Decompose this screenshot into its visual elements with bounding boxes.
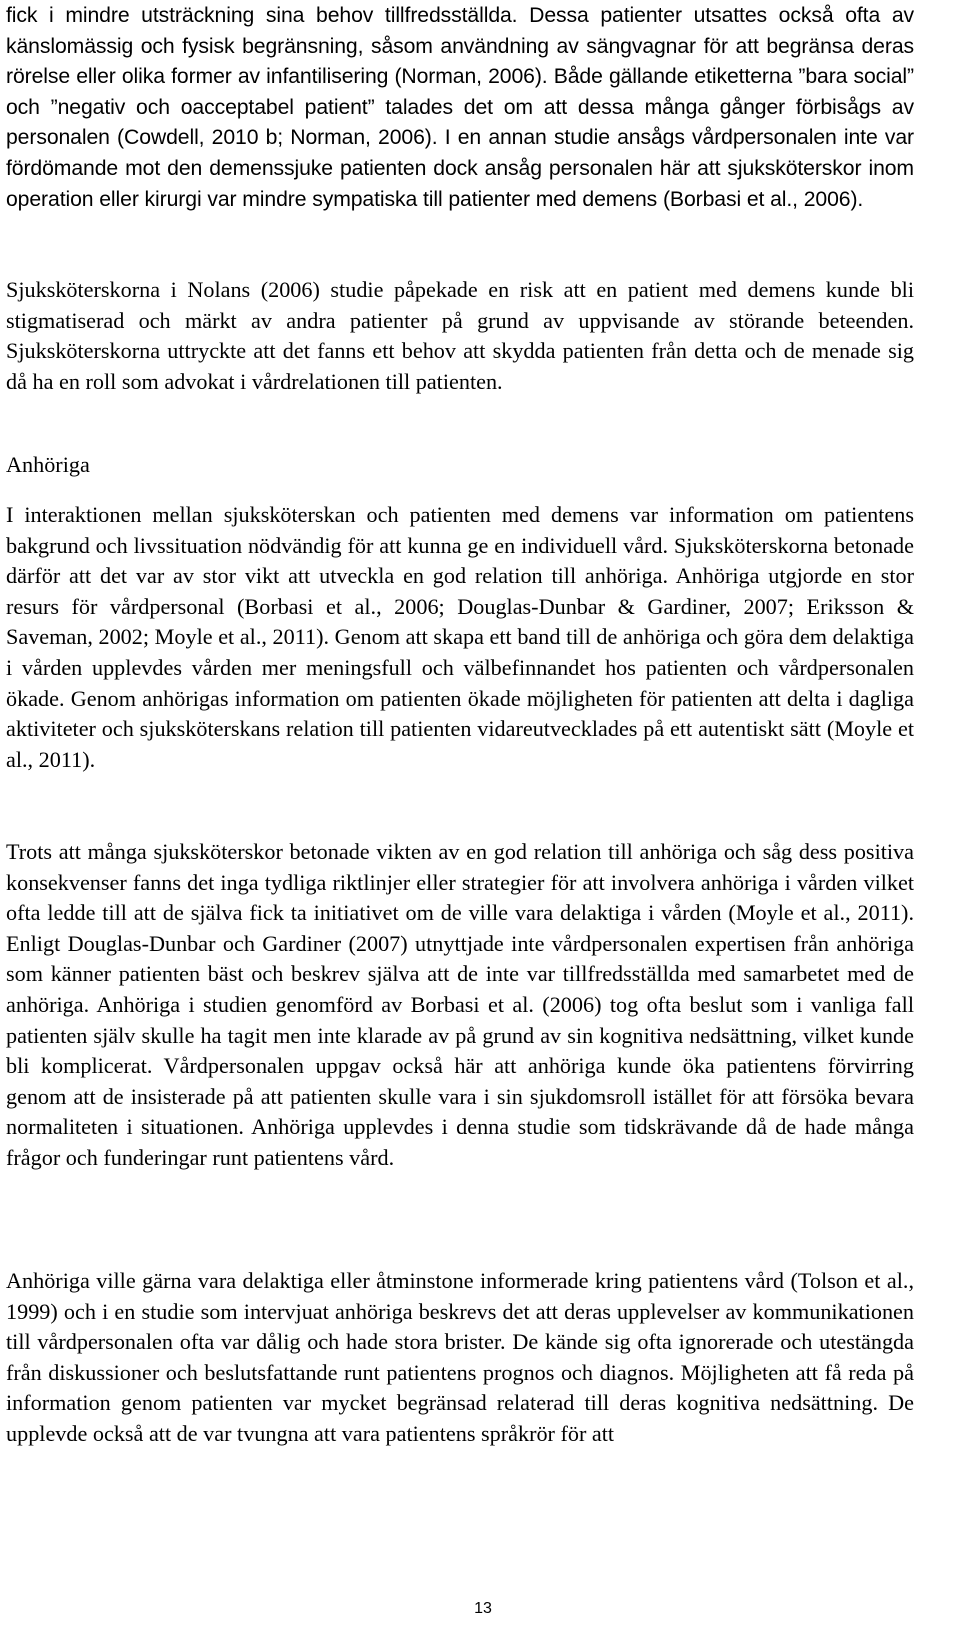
paragraph-3: I interaktionen mellan sjuksköterskan och patienten med demens var information om patientens bakgrund och livssituation nödvändig för att kunna ge en individuell vård. Sjuksköterskorna betonade därför att det var av stor vikt att utveckla en god relation till anhöriga. Anhöriga utgjorde en stor resurs för vårdpersonal (Borbasi et al., 2006; Douglas-Dunbar & Gardiner, 2007; Eriksson & Saveman, 2002; Moyle et al., 2011). Genom att skapa ett band till de anhöriga och göra dem delaktiga i vården upplevdes vården mer meningsfull och välbefinnandet hos patienten och vårdpersonalen ökade. Genom anhörigas information om patienten ökade möjligheten för patienten att delta i dagliga aktiviteter och sjuksköterskans relation till patienten vidareutvecklades på ett autentiskt sätt (Moyle et al., 2011).	[6, 502, 914, 772]
paragraph-4: Trots att många sjuksköterskor betonade vikten av en god relation till anhöriga och såg dess positiva konsekvenser fanns det inga tydliga riktlinjer eller strategier för att involvera anhöriga i vården vilket ofta ledde till att de själva fick ta initiativet om de ville vara delaktiga i vården (Moyle et al., 2011). Enligt Douglas-Dunbar och Gardiner (2007) utnyttjade inte vårdpersonalen expertisen från anhöriga som känner patienten bäst och beskrev själva att de inte var tillfredsställda med samarbetet med de anhöriga. Anhöriga i studien genomförd av Borbasi et al. (2006) tog ofta beslut som i vanliga fall patienten själv skulle ha tagit men inte klarade av på grund av sin kognitiva nedsättning, vilket kunde bli komplicerat. Vårdpersonalen uppgav också här att anhöriga kunde öka patientens förvirring genom att de insisterade på att patienten skulle vara i sin sjukdomsroll istället för att försöka bevara normaliteten i situationen. Anhöriga upplevdes i denna studie som tidskrävande då de hade många frågor och funderingar runt patientens vård.	[6, 839, 914, 1170]
paragraph-2: Sjuksköterskorna i Nolans (2006) studie påpekade en risk att en patient med demens kunde bli stigmatiserad och märkt av andra patienter på grund av uppvisande av störande beteenden. Sjuksköterskorna uttryckte att det fanns ett behov att skydda patienten från detta och de menade sig då ha en roll som advokat i vårdrelationen till patienten.	[6, 277, 914, 394]
section-heading: Anhöriga	[6, 452, 90, 477]
paragraph-5: Anhöriga ville gärna vara delaktiga eller åtminstone informerade kring patientens vård (Tolson et al., 1999) och i en studie som intervjuat anhöriga beskrevs det att deras upplevelser av kommunikationen till vårdpersonalen ofta var dålig och hade stora brister. De kände sig ofta ignorerade och utestängda från diskussioner och beslutsfattande runt patientens prognos och diagnos. Möjligheten att få reda på information genom patienten var mycket begränsad relaterad till deras kognitiva nedsättning. De upplevde också att de var tvungna att vara patientens språkrör för att	[6, 1268, 914, 1446]
page-number: 13	[474, 1600, 492, 1617]
paragraph-1: fick i mindre utsträckning sina behov tillfredsställda. Dessa patienter utsattes också ofta av känslomässig och fysisk begränsning, såsom användning av sängvagnar för att begränsa deras rörelse eller olika former av infantilisering (Norman, 2006). Både gällande etiketterna ”bara social” och ”negativ och oacceptabel patient” talades det om att dessa många gånger förbisågs av personalen (Cowdell, 2010 b; Norman, 2006). I en annan studie ansågs vårdpersonalen inte var fördömande mot den demenssjuke patienten dock ansåg personalen här att sjuksköterskor inom operation eller kirurgi var mindre sympatiska till patienter med demens (Borbasi et al., 2006).	[6, 4, 914, 211]
